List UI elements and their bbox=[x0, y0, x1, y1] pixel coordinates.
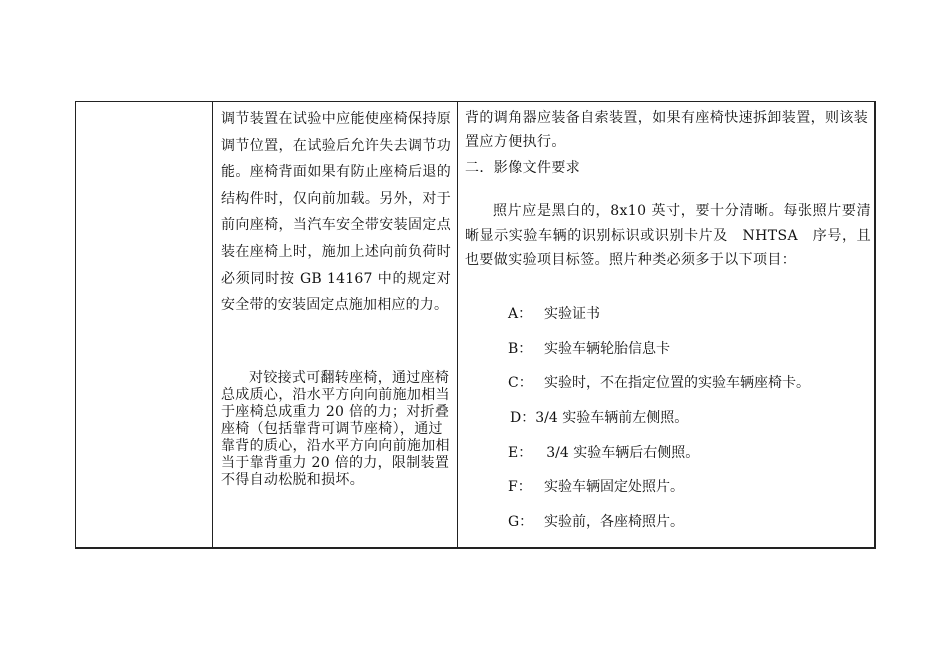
list-item bbox=[508, 477, 868, 512]
document-table bbox=[75, 101, 876, 549]
list-item-text: 实验前，各座椅照片。 bbox=[544, 514, 684, 531]
section-heading: 二．影像文件要求 bbox=[465, 160, 581, 176]
list-item-letter: G： bbox=[508, 514, 534, 531]
list-item-letter: E： bbox=[508, 444, 533, 461]
paragraph-folding-seat: 对铰接式可翻转座椅，通过座椅总成质心，沿水平方向向前施加相当于座椅总成重力 20 倍的力；对折叠座椅（包括靠背可调节座椅），通过靠背的质心，沿水平方向向前施加相当于靠背重力 20 倍的力，限制装置不得自动松脱和损坏。 bbox=[221, 370, 450, 488]
table-cell-photo-requirements bbox=[458, 102, 874, 547]
list-item-text: 3/4 实验车辆前左侧照。 bbox=[535, 410, 689, 427]
list-item bbox=[508, 339, 868, 374]
paragraph-intro: 背的调角器应装备自索装置，如果有座椅快速拆卸装置，则该装置应方便执行。 bbox=[465, 110, 869, 150]
list-item-text: 实验车辆轮胎信息卡 bbox=[544, 340, 670, 357]
list-item-text: 3/4 实验车辆后右侧照。 bbox=[546, 444, 700, 461]
table-cell-empty bbox=[76, 102, 213, 547]
table-cell-requirements bbox=[213, 102, 458, 547]
paragraph-seat-adjustment: 调节装置在试验中应能使座椅保持原调节位置，在试验后允许失去调节功能。座椅背面如果有防止座椅后退的结构件时，仅向前加载。另外，对于前向座椅，当汽车安全带安装固定点装在座椅上时，施加上述向前负荷时必须同时按 GB 14167 中的规定对安全带的安装固定点施加相应的力。 bbox=[221, 111, 451, 314]
list-item-letter: C： bbox=[508, 375, 533, 392]
list-item-text: 实验时，不在指定位置的实验车辆座椅卡。 bbox=[544, 375, 810, 392]
list-item bbox=[508, 512, 868, 547]
list-item-letter: D： bbox=[510, 410, 536, 427]
list-item-text: 实验车辆固定处照片。 bbox=[544, 479, 684, 496]
paragraph-photo-spec: 照片应是黑白的，8x10 英寸，要十分清晰。每张照片要清晰显示实验车辆的识别标识或识别卡片及 NHTSA 序号，且也要做实验项目标签。照片种类必须多于以下项目： bbox=[465, 203, 871, 268]
intro-block bbox=[465, 106, 871, 180]
photo-item-list bbox=[508, 304, 868, 547]
list-item bbox=[508, 408, 868, 443]
list-item-letter: F： bbox=[508, 479, 532, 496]
list-item bbox=[508, 443, 868, 478]
list-item-text: 实验证书 bbox=[544, 306, 600, 322]
list-item-letter: A： bbox=[508, 306, 533, 322]
list-item bbox=[508, 373, 868, 408]
list-item-letter: B： bbox=[508, 340, 533, 357]
list-item bbox=[508, 304, 868, 339]
